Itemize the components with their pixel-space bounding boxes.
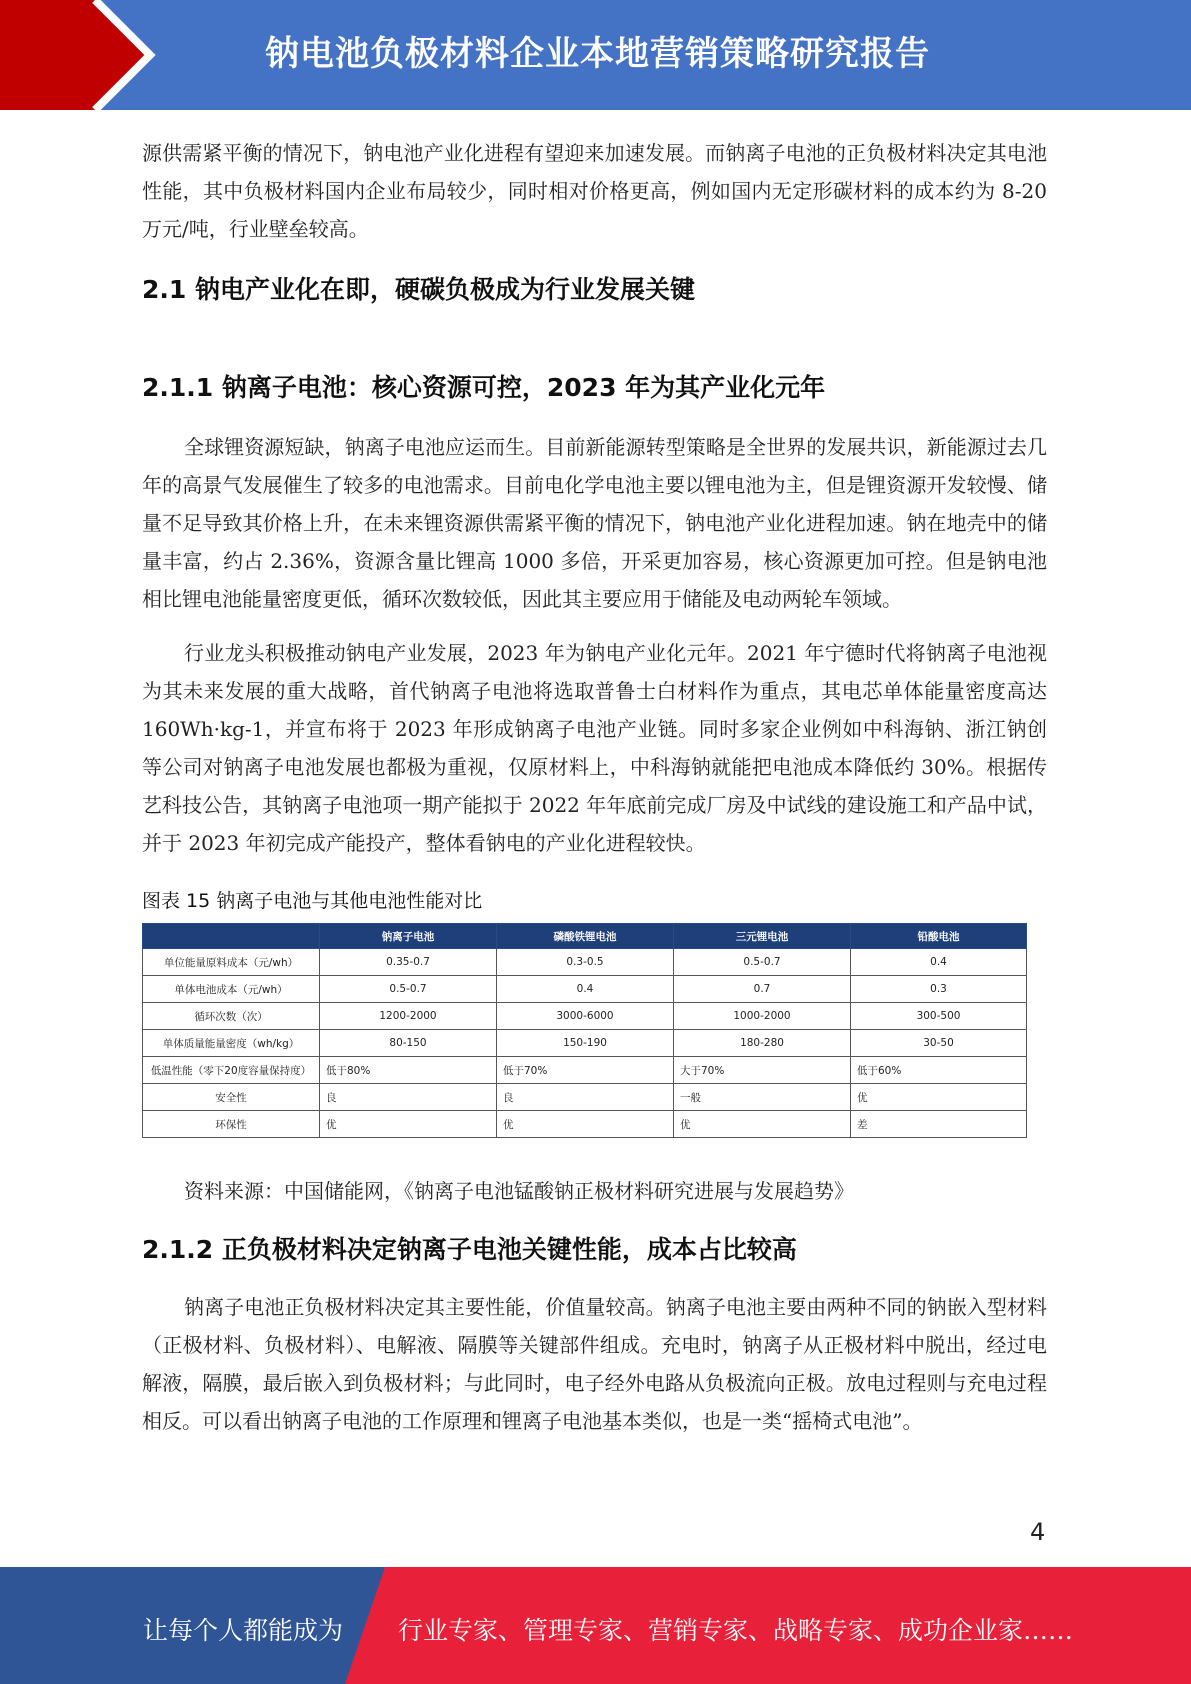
table-cell: 低于60% [851,1057,1027,1084]
report-title: 钠电池负极材料企业本地营销策略研究报告 [265,34,930,74]
table-cell: 180-280 [674,1030,851,1057]
table-cell: 0.35-0.7 [320,949,497,976]
paragraph-lithium-shortage: 全球锂资源短缺，钠离子电池应运而生。目前新能源转型策略是全世界的发展共识，新能源过去几年的高景气发展催生了较多的电池需求。目前电化学电池主要以锂电池为主，但是锂资源开发较慢、储量不足导致其价格上升，在未来锂资源供需紧平衡的情况下，钠电池产业化进程加速。钠在地壳中的储量丰富，约占 2.36%，资源含量比锂高 1000 多倍，开采更加容易，核心资源更加可控。但是钠电池相比锂电池能量密度更低，循环次数较低，因此其主要应用于储能及电动两轮车领域。 [142,435,1047,611]
table-cell: 0.3 [851,976,1027,1003]
row-label: 低温性能（零下20度容量保持度） [143,1057,320,1084]
page-footer [0,1567,1191,1684]
footer-slogan-left: 让每个人都能成为 [143,1616,344,1645]
table-cell: 0.4 [497,976,674,1003]
table-row [143,949,1027,976]
page-number: 4 [1030,1518,1046,1546]
paragraph-industry-leaders: 行业龙头积极推动钠电产业发展，2023 年为钠电产业化元年。2021 年宁德时代将钠离子电池视为其未来发展的重大战略，首代钠离子电池将选取普鲁士白材料作为重点，其电芯单体能量密度高达 160Wh·kg-1，并宣布将于 2023 年形成钠离子电池产业链。同时多家企业例如中科海钠、浙江钠创等公司对钠离子电池发展也都极为重视，仅原材料上，中科海钠就能把电池成本降低约 30%。根据传艺科技公告，其钠离子电池项一期产能拟于 2022 年年底前完成厂房及中试线的建设施工和产品中试，并于 2023 年初完成产能投产，整体看钠电的产业化进程较快。 [142,641,1047,855]
table-cell: 0.5-0.7 [320,976,497,1003]
table-cell: 良 [320,1084,497,1111]
table-header-cell [143,924,320,949]
table-row [143,976,1027,1003]
table-cell: 0.5-0.7 [674,949,851,976]
table-row [143,1057,1027,1084]
row-label: 单体电池成本（元/wh） [143,976,320,1003]
table-cell: 大于70% [674,1057,851,1084]
battery-comparison-table [142,923,1027,1138]
table-cell: 0.3-0.5 [497,949,674,976]
page-header [0,0,1191,110]
table-cell: 优 [320,1111,497,1138]
table-header-cell: 铅酸电池 [851,924,1027,949]
table-cell: 良 [497,1084,674,1111]
page-content [142,134,1047,1440]
row-label: 循环次数（次） [143,1003,320,1030]
section-2-1-heading: 2.1 钠电产业化在即，硬碳负极成为行业发展关键 [142,275,695,304]
table-cell: 3000-6000 [497,1003,674,1030]
table-header-cell: 三元锂电池 [674,924,851,949]
table-cell: 300-500 [851,1003,1027,1030]
row-label: 单位能量原料成本（元/wh） [143,949,320,976]
table-cell: 一般 [674,1084,851,1111]
table-header-cell: 钠离子电池 [320,924,497,949]
intro-paragraph: 源供需紧平衡的情况下，钠电池产业化进程有望迎来加速发展。而钠离子电池的正负极材料决定其电池性能，其中负极材料国内企业布局较少，同时相对价格更高，例如国内无定形碳材料的成本约为 8-20 万元/吨，行业壁垒较高。 [142,141,1047,241]
paragraph-electrode-materials: 钠离子电池正负极材料决定其主要性能，价值量较高。钠离子电池主要由两种不同的钠嵌入型材料（正极材料、负极材料）、电解液、隔膜等关键部件组成。充电时，钠离子从正极材料中脱出，经过电解液，隔膜，最后嵌入到负极材料；与此同时，电子经外电路从负极流向正极。放电过程则与充电过程相反。可以看出钠离子电池的工作原理和锂离子电池基本类似，也是一类“摇椅式电池”。 [142,1295,1047,1433]
table-row [143,1030,1027,1057]
section-2-1-2-heading: 2.1.2 正负极材料决定钠离子电池关键性能，成本占比较高 [142,1235,797,1264]
table-cell: 1000-2000 [674,1003,851,1030]
table-header-cell: 磷酸铁锂电池 [497,924,674,949]
section-2-1-1-heading: 2.1.1 钠离子电池：核心资源可控，2023 年为其产业化元年 [142,373,826,402]
table-cell: 低于70% [497,1057,674,1084]
table-cell: 低于80% [320,1057,497,1084]
table-row [143,1084,1027,1111]
row-label: 环保性 [143,1111,320,1138]
row-label: 安全性 [143,1084,320,1111]
footer-slogan-right: 行业专家、管理专家、营销专家、战略专家、成功企业家…… [398,1616,1074,1645]
table-cell: 优 [497,1111,674,1138]
table-cell: 0.7 [674,976,851,1003]
table-row [143,1111,1027,1138]
table-cell: 30-50 [851,1030,1027,1057]
table-cell: 优 [674,1111,851,1138]
table-row [143,1003,1027,1030]
figure-source: 资料来源：中国储能网，《钠离子电池锰酸钠正极材料研究进展与发展趋势》 [184,1179,854,1203]
table-cell: 80-150 [320,1030,497,1057]
table-cell: 1200-2000 [320,1003,497,1030]
table-cell: 优 [851,1084,1027,1111]
table-header-row [143,924,1027,949]
table-cell: 差 [851,1111,1027,1138]
table-cell: 150-190 [497,1030,674,1057]
header-red-arrow [0,0,150,110]
table-cell: 0.4 [851,949,1027,976]
row-label: 单体质量能量密度（wh/kg） [143,1030,320,1057]
figure-title: 图表 15 钠离子电池与其他电池性能对比 [142,890,483,912]
